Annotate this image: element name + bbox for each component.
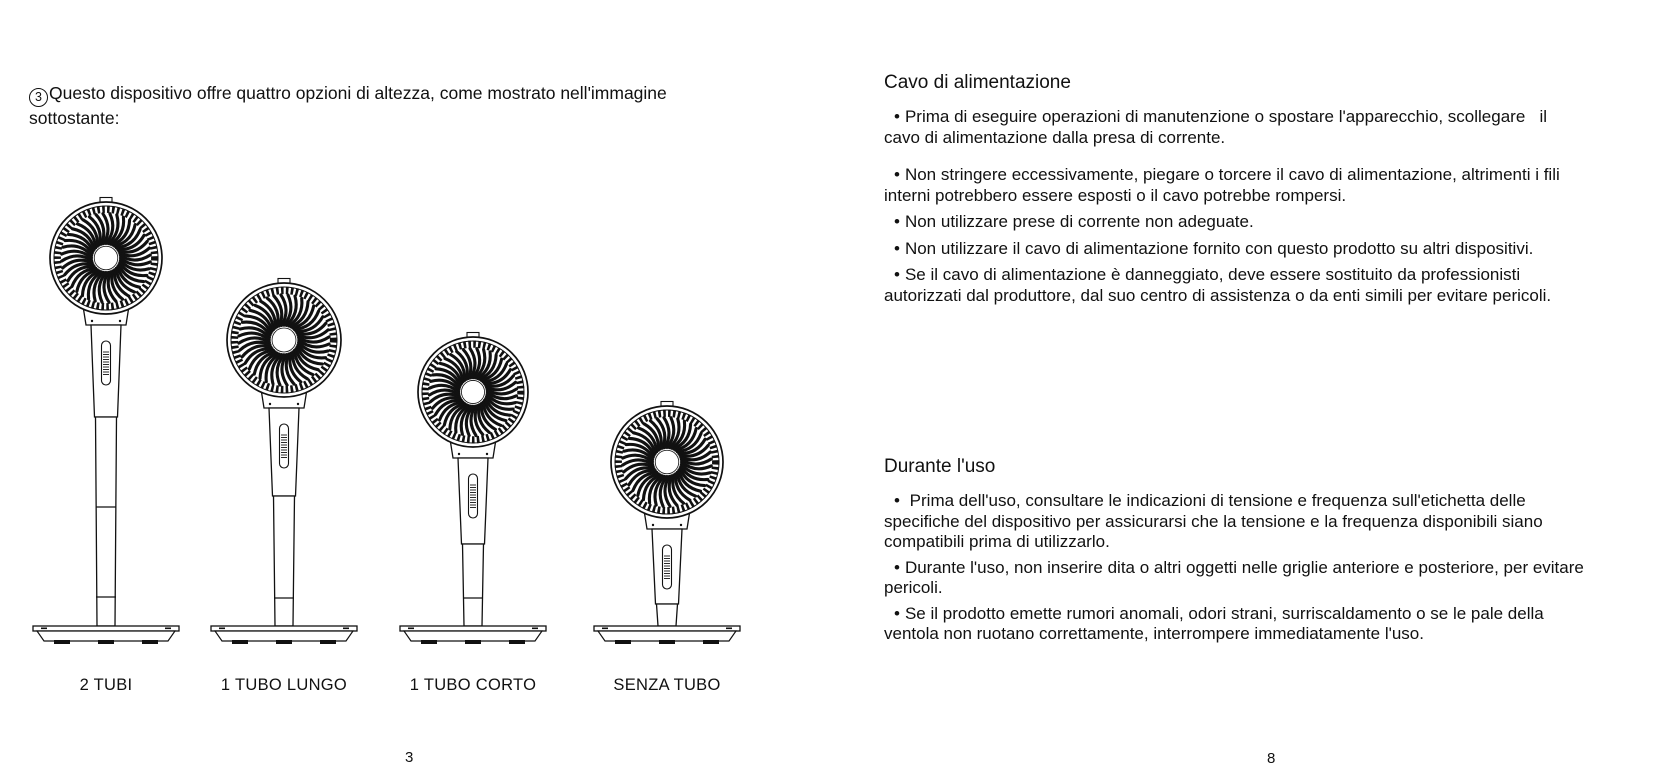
bullet-text: Se il prodotto emette rumori anomali, odori strani, surriscaldamento o se le pale della ventola non ruotano correttamente, interrompere immediatamente l'uso. (884, 603, 1549, 643)
bullet-text: Prima dell'uso, consultare le indicazioni di tensione e frequenza sull'etichetta delle specifiche del dispositivo per assicurarsi che la tensione e la frequenza disponibili siano compatibili prima di utilizzarlo. (884, 491, 1548, 551)
bullet-dot-icon: • (894, 603, 900, 623)
fan-illustration (202, 277, 366, 652)
bullet-text: Se il cavo di alimentazione è danneggiato, deve essere sostituito da professionisti autorizzati dal produttore, dal suo centro di assistenza o da enti simili per evitare pericoli. (884, 265, 1552, 305)
section-power-cable (884, 72, 1584, 312)
fan-label: SENZA TUBO (613, 676, 721, 694)
section-heading: Cavo di alimentazione (884, 72, 1071, 93)
bullet-item (884, 165, 1584, 206)
bullet-text: Non utilizzare prese di corrente non adeguate. (904, 212, 1254, 231)
bullet-item (884, 557, 1589, 599)
bullet-text: Durante l'uso, non inserire dita o altri oggetti nelle griglie anteriore e posteriore, per evitare pericoli. (884, 557, 1589, 597)
bullet-text: Prima di eseguire operazioni di manutenzione o spostare l'apparecchio, scollegare il cavo di alimentazione dalla presa di corrente. (884, 107, 1552, 147)
fan-illustration (391, 331, 555, 652)
page-number-left: 3 (405, 749, 414, 766)
fan-label: 2 TUBI (79, 676, 133, 694)
bullet-dot-icon: • (894, 165, 900, 184)
section-heading: Durante l'uso (884, 456, 996, 477)
bullet-item (884, 604, 1584, 645)
bullet-text: Non stringere eccessivamente, piegare o torcere il cavo di alimentazione, altrimenti i fili interni potrebbero essere esposti o il cavo potrebbe rompersi. (884, 165, 1565, 205)
fan-illustration (24, 196, 188, 652)
bullet-dot-icon: • (894, 491, 900, 510)
circled-number: 3 (29, 88, 48, 107)
bullet-item (884, 265, 1584, 306)
fan-label: 1 TUBO CORTO (409, 676, 537, 694)
page-number-right: 8 (1267, 750, 1276, 767)
bullet-item (884, 107, 1584, 148)
bullet-text: Non utilizzare il cavo di alimentazione fornito con questo prodotto su altri dispositivi. (904, 238, 1534, 258)
fan-label: 1 TUBO LUNGO (220, 676, 348, 694)
bullet-item (884, 212, 1584, 233)
bullet-dot-icon: • (894, 238, 900, 258)
intro-text: Questo dispositivo offre quattro opzioni di altezza, come mostrato nell'immagine sottostante: (29, 83, 672, 128)
fan-illustration (585, 400, 749, 652)
bullet-dot-icon: • (894, 265, 900, 284)
bullet-item (884, 491, 1584, 553)
section-during-use (884, 456, 1589, 650)
bullet-item (884, 239, 1584, 260)
bullet-dot-icon: • (894, 557, 900, 577)
bullet-dot-icon: • (894, 107, 900, 126)
bullet-dot-icon: • (894, 212, 900, 231)
